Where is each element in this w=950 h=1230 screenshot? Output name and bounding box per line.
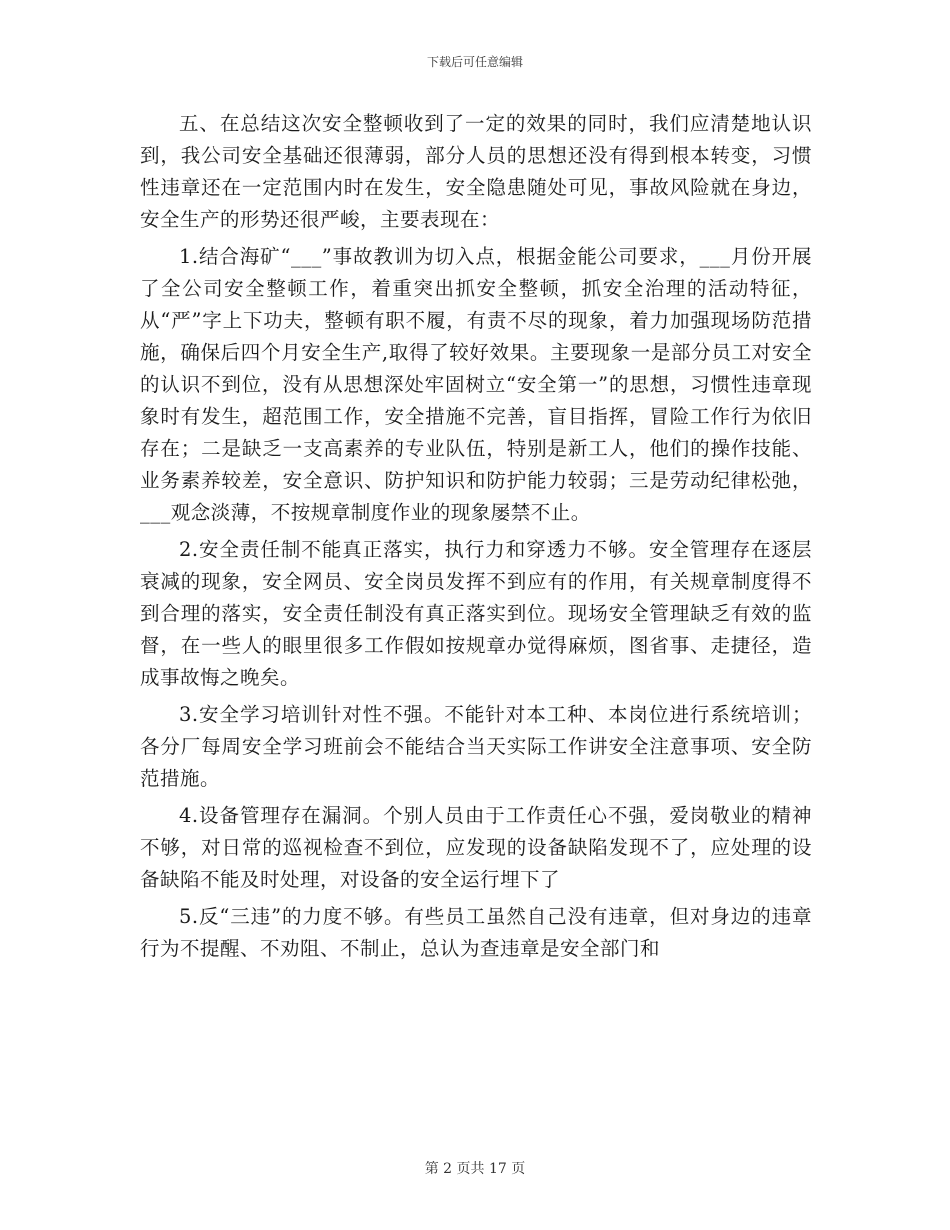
document-body xyxy=(140,108,812,965)
page-header-note: 下载后可任意编辑 xyxy=(426,55,523,69)
paragraph-item-2: 2.安全责任制不能真正落实，执行力和穿透力不够。安全管理存在逐层衰减的现象，安全网员、安全岗员发挥不到应有的作用，有关规章制度得不到合理的落实，安全责任制没有真正落实到位。现场安全管理缺乏有效的监督，在一些人的眼里很多工作假如按规章办觉得麻烦，图省事、走捷径，造成事故悔之晚矣。 xyxy=(140,538,812,689)
paragraph-item-4: 4.设备管理存在漏洞。个别人员由于工作责任心不强，爱岗敬业的精神不够，对日常的巡视检查不到位，应发现的设备缺陷发现不了，应处理的设备缺陷不能及时处理，对设备的安全运行埋下了 xyxy=(140,804,812,891)
paragraph-item-1: 1.结合海矿“___”事故教训为切入点，根据金能公司要求，___月份开展了全公司安全整顿工作，着重突出抓安全整顿，抓安全治理的活动特征，从“严”字上下功夫，整顿有职不履，有责不尽的现象，着力加强现场防范措施，确保后四个月安全生产,取得了较好效果。主要现象一是部分员工对安全的认识不到位，没有从思想深处牢固树立“安全第一”的思想，习惯性违章现象时有发生，超范围工作，安全措施不完善，盲目指挥，冒险工作行为依旧存在；二是缺乏一支高素养的专业队伍，特别是新工人，他们的操作技能、业务素养较差，安全意识、防护知识和防护能力较弱；三是劳动纪律松弛，___观念淡薄，不按规章制度作业的现象屡禁不止。 xyxy=(140,245,812,524)
paragraph-item-3: 3.安全学习培训针对性不强。不能针对本工种、本岗位进行系统培训；各分厂每周安全学习班前会不能结合当天实际工作讲安全注意事项、安全防范措施。 xyxy=(140,703,812,790)
page-number: 第 2 页共 17 页 xyxy=(424,1161,526,1177)
paragraph-5-intro: 五、在总结这次安全整顿收到了一定的效果的同时，我们应清楚地认识到，我公司安全基础还很薄弱，部分人员的思想还没有得到根本转变，习惯性违章还在一定范围内时在发生，安全隐患随处可见，事故风险就在身边，安全生产的形势还很严峻，主要表现在： xyxy=(140,112,812,231)
paragraph-item-5: 5.反“三违”的力度不够。有些员工虽然自己没有违章，但对身边的违章行为不提醒、不劝阻、不制止，总认为查违章是安全部门和 xyxy=(140,905,812,960)
